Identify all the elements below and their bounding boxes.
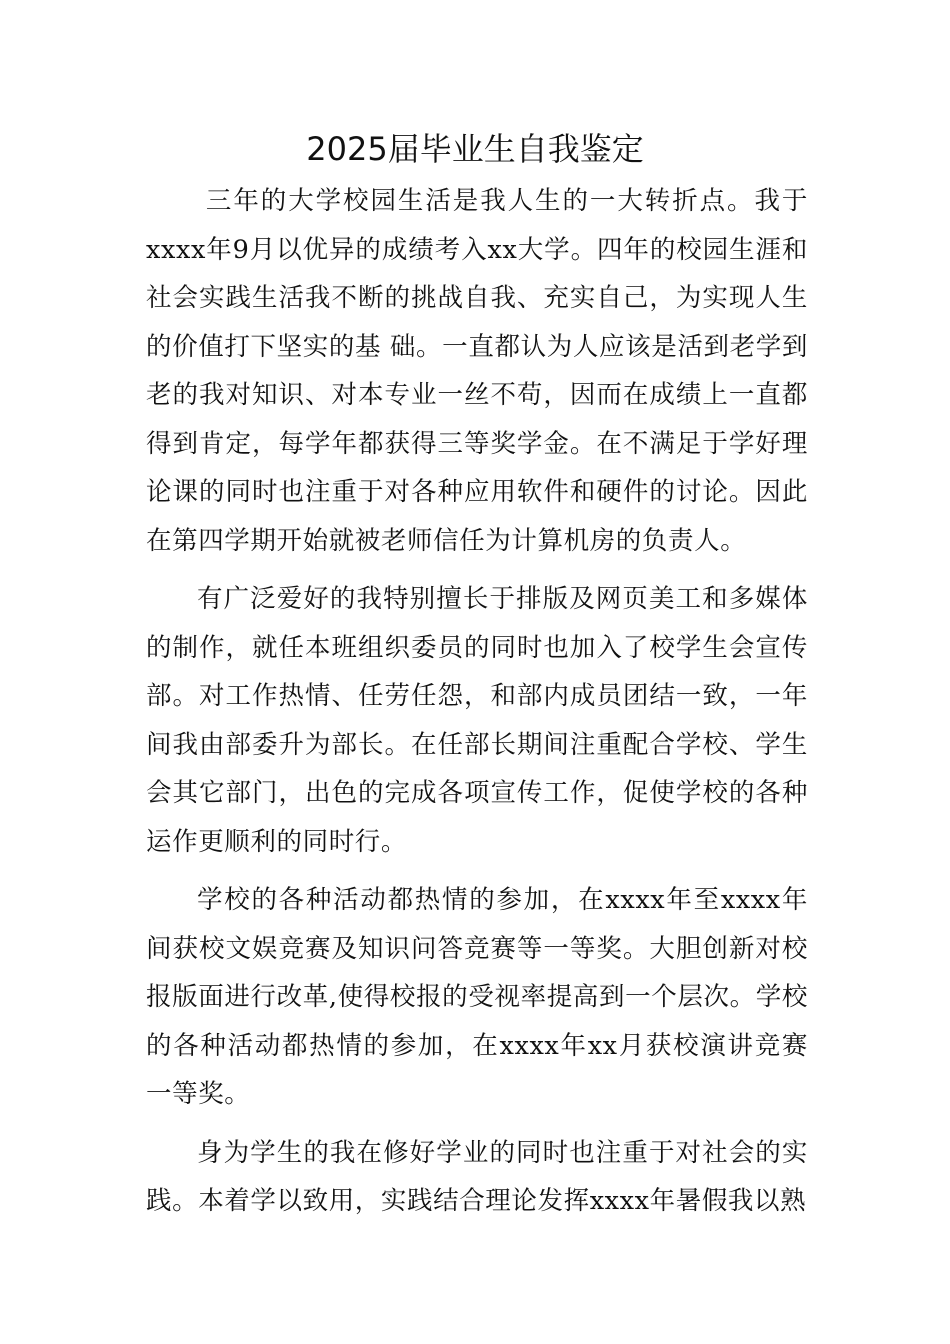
document-title: 2025届毕业生自我鉴定 <box>306 130 644 168</box>
paragraph-3: 学校的各种活动都热情的参加，在xxxx年至xxxx年间获校文娱竞赛及知识问答竞赛等一等奖。大胆创新对校报版面进行改革,使得校报的受视率提高到一个层次。学校的各种活动都热情的参加，在xxxx年xx月获校演讲竞赛一等奖。 <box>146 885 808 1109</box>
paragraph-1: 三年的大学校园生活是我人生的一大转折点。我于xxxx年9月以优异的成绩考入xx大学。四年的校园生涯和社会实践生活我不断的挑战自我、充实自己，为实现人生的价值打下坚实的基 础。一直都认为人应该是活到老学到老的我对知识、对本专业一丝不苟，因而在成绩上一直都得到肯定，每学年都获得三等奖学金。在不满足于学好理论课的同时也注重于对各种应用软件和硬件的讨论。因此在第四学期开始就被老师信任为计算机房的负责人。 <box>146 186 808 556</box>
paragraph-4: 身为学生的我在修好学业的同时也注重于对社会的实践。本着学以致用，实践结合理论发挥xxxx年暑假我以熟 <box>146 1137 808 1216</box>
document-body <box>146 177 808 1226</box>
paragraph-2: 有广泛爱好的我特别擅长于排版及网页美工和多媒体的制作，就任本班组织委员的同时也加入了校学生会宣传部。对工作热情、任劳任怨，和部内成员团结一致，一年间我由部委升为部长。在任部长期间注重配合学校、学生会其它部门，出色的完成各项宣传工作，促使学校的各种运作更顺利的同时行。 <box>146 584 808 857</box>
